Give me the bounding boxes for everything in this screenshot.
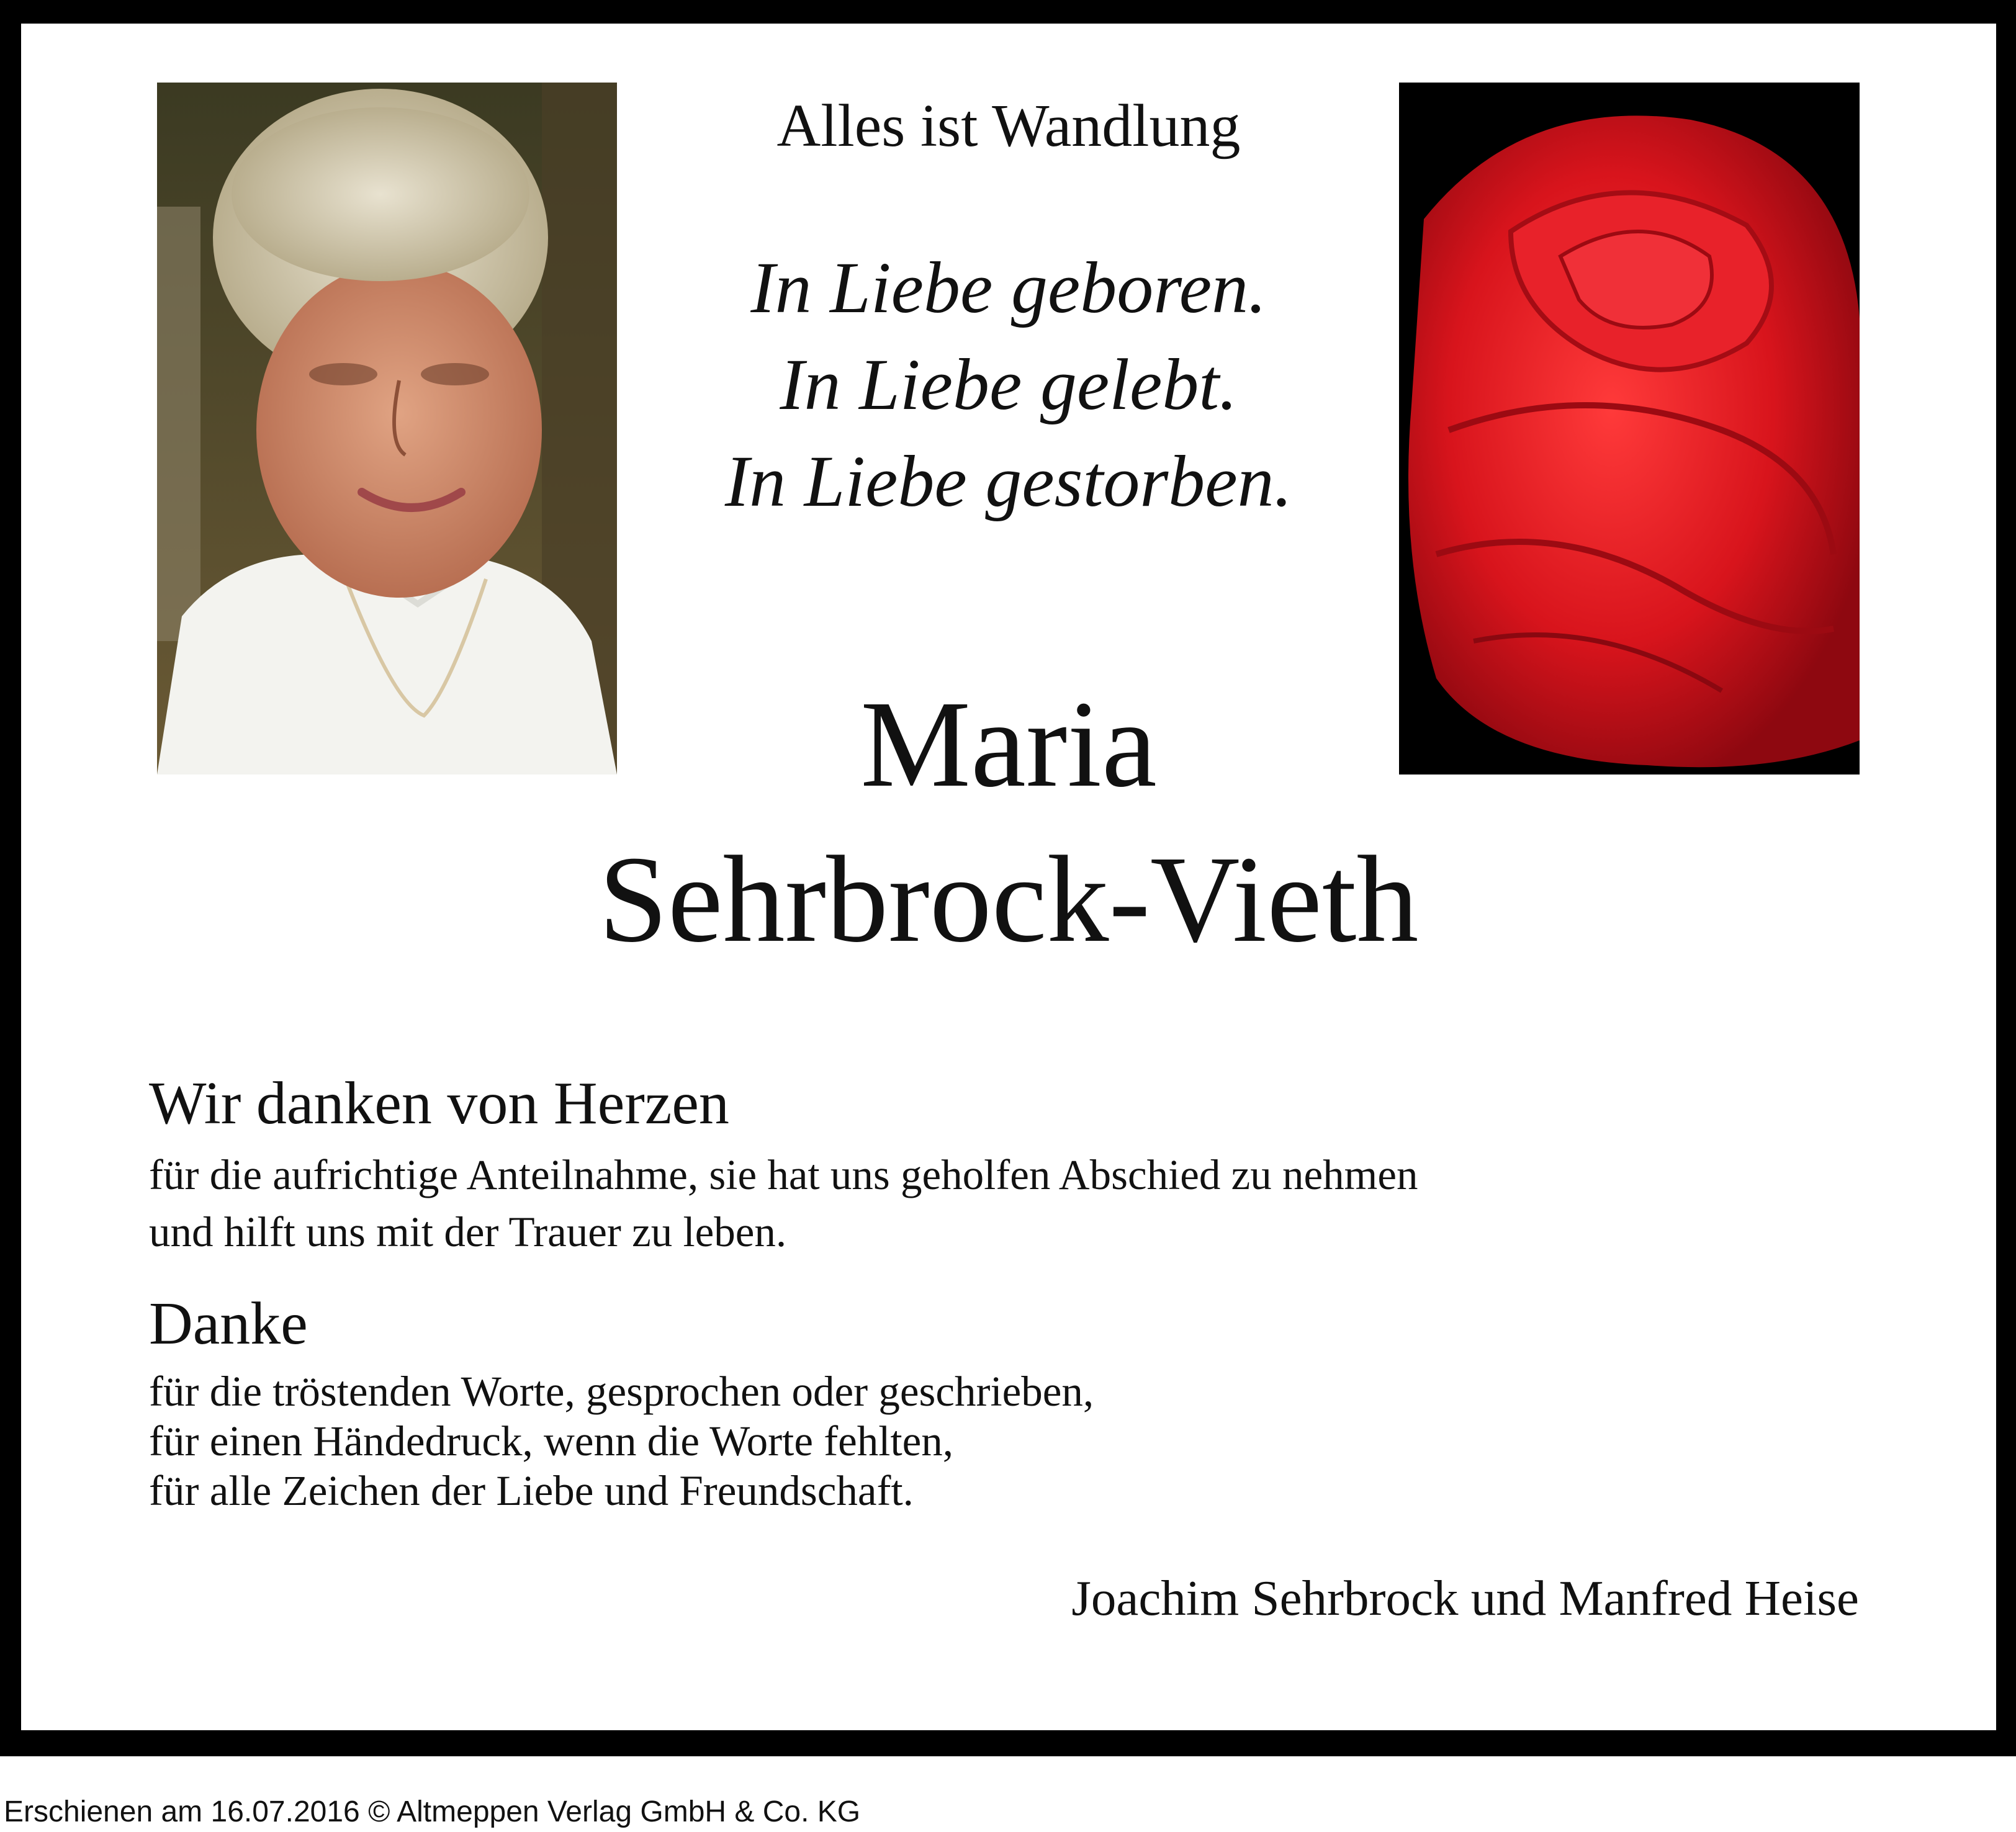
danke-line: für alle Zeichen der Liebe und Freundschaft.: [149, 1467, 914, 1514]
deceased-name: [372, 667, 1645, 977]
verse-line: In Liebe geboren.: [750, 247, 1267, 328]
signature: Joachim Sehrbrock und Manfred Heise: [1071, 1570, 1859, 1626]
danke-heading: Danke: [149, 1290, 308, 1357]
danke-paragraph: [149, 1367, 1094, 1515]
last-name: Sehrbrock-Vieth: [598, 831, 1419, 968]
thanks-paragraph: [149, 1146, 1418, 1260]
thanks-heading: Wir danken von Herzen: [149, 1070, 729, 1137]
motto: Alles ist Wandlung: [776, 92, 1241, 159]
danke-line: für einen Händedruck, wenn die Worte fehlten,: [149, 1417, 954, 1465]
thanks-line: und hilft uns mit der Trauer zu leben.: [149, 1208, 787, 1255]
danke-line: für die tröstenden Worte, gesprochen oder geschrieben,: [149, 1368, 1094, 1415]
first-name: Maria: [860, 676, 1157, 813]
verse-line: In Liebe gestorben.: [724, 441, 1293, 522]
verse-line: In Liebe gelebt.: [780, 344, 1238, 425]
verse: [621, 240, 1397, 530]
thanks-line: für die aufrichtige Anteilnahme, sie hat uns geholfen Abschied zu nehmen: [149, 1151, 1418, 1198]
publication-footer: Erschienen am 16.07.2016 © Altmeppen Verlag GmbH & Co. KG: [4, 1795, 861, 1828]
